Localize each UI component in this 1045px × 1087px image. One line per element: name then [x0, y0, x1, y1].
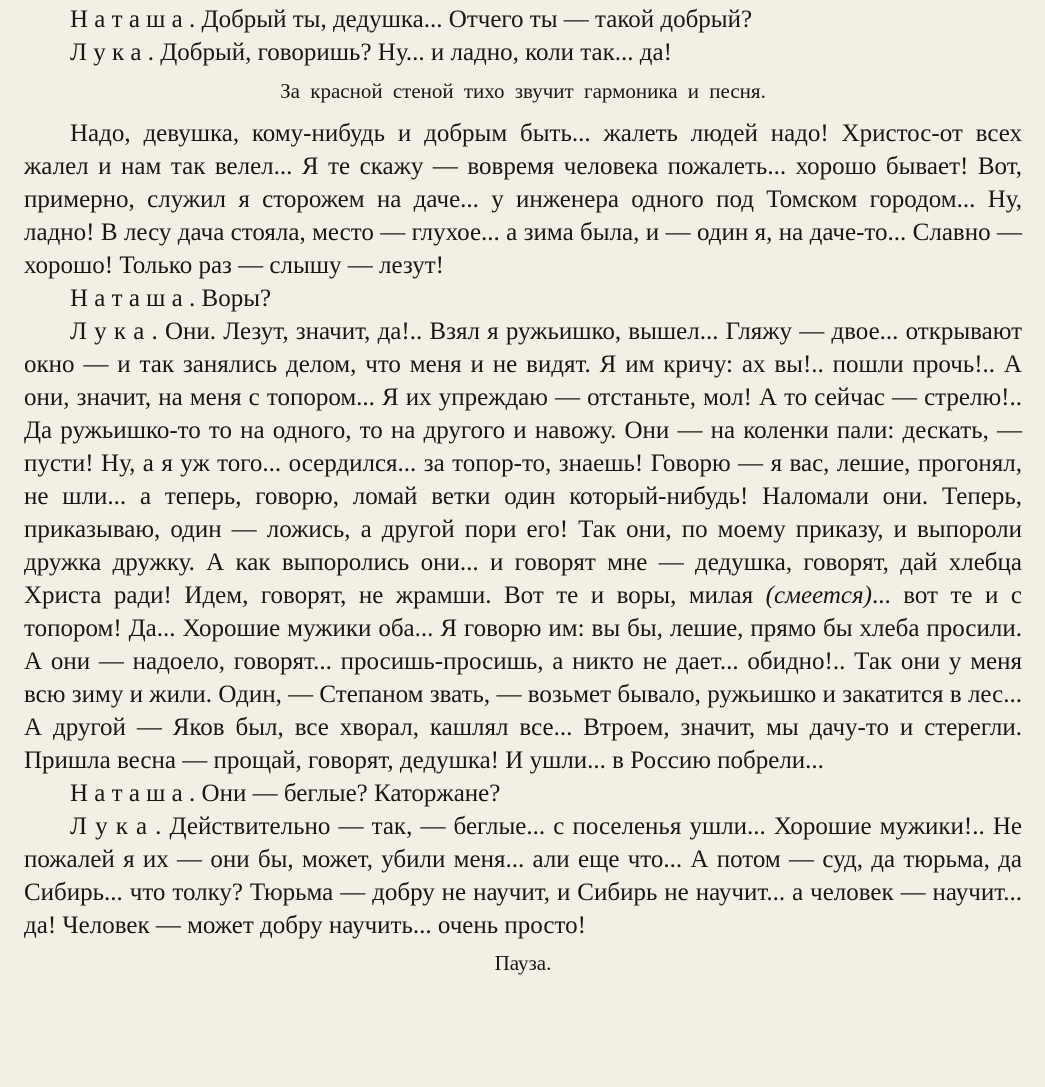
dialogue-text: Добрый, говоришь? Ну... и ладно, коли так... да! — [160, 39, 672, 66]
dialogue-luka-1 — [24, 36, 1022, 69]
dialogue-natasha-2 — [24, 282, 1022, 315]
dialogue-luka-2 — [24, 315, 1022, 777]
stage-remark-inline: (смеется) — [765, 582, 872, 609]
dialogue-text-after-italic: ... вот те и с топором! Да... Хорошие мужики оба... Я говорю им: вы бы, лешие, прямо бы хлеба просили. А они — надоело, говорят... просишь-просишь, а никто не дает... обидно!.. Так они у меня всю зиму и жили. Один, — Степаном звать, — возьмет бывало, ружьишко и закатится в лес... А другой — Яков был, все хворал, кашлял все... Втроем, значит, мы дачу-то и стерегли. Пришла весна — прощай, говорят, дедушка! И ушли... в Россию побрели... — [24, 582, 1022, 774]
dialogue-natasha-3 — [24, 777, 1022, 810]
speaker-name-natasha: Н а т а ш а . — [70, 285, 196, 312]
luka-monologue: Надо, девушка, кому-нибудь и добрым быть... жалеть людей надо! Христос-от всех жалел и нам так велел... Я те скажу — вовремя человека пожалеть... хорошо бывает! Вот, примерно, служил я сторожем на даче... у инженера одного под Томском городом... Ну, ладно! В лесу дача стояла, место — глухое... а зима была, и — один я, на даче-то... Славно — хорошо! Только раз — слышу — лезут! — [24, 120, 1022, 279]
dialogue-text: Добрый ты, дедушка... Отчего ты — такой добрый? — [201, 6, 753, 33]
dialogue-text: Действительно — так, — беглые... с поселенья ушли... Хорошие мужики!.. Не пожалей я их — они бы, может, убили меня... али еще что... А потом — суд, да тюрьма, да Сибирь... что толку? Тюрьма — добру не научит, и Сибирь не научит... а человек — научит... да! Человек — может добру научить... очень просто! — [24, 813, 1023, 939]
speaker-name-luka: Л у к а . — [70, 39, 154, 66]
dialogue-natasha-1 — [24, 3, 1022, 36]
stage-direction: За красной стеной тихо звучит гармоника и песня. — [280, 79, 766, 103]
dialogue-text: Воры? — [201, 285, 272, 312]
pause-note: Пауза. — [494, 951, 552, 975]
speaker-name-natasha: Н а т а ш а . — [70, 780, 196, 807]
speaker-name-luka: Л у к а . — [70, 318, 158, 345]
speaker-name-natasha: Н а т а ш а . — [70, 6, 196, 33]
dialogue-text: Они — беглые? Каторжане? — [201, 780, 501, 807]
dialogue-text-before-italic: Они. Лезут, значит, да!.. Взял я ружьишко, вышел... Гляжу — двое... открывают окно — и так занялись делом, что меня и не видят. Я им кричу: ах вы!.. пошли прочь!.. А они, значит, на меня с топором... Я их упреждаю — отстаньте, мол! А то сейчас — стрелю!.. Да ружьишко-то то на одного, то на другого и навожу. Они — на коленки пали: дескать, — пусти! Ну, а я уж того... осердился... за топор-то, знаешь! Говорю — я вас, лешие, прогонял, не шли... а теперь, говорю, ломай ветки один который-нибудь! Наломали они. Теперь, приказываю, один — ложись, а другой пори его! Так они, по моему приказу, и выпороли дружка дружку. А как выпоролись они... и говорят мне — дедушка, говорят, дай хлебца Христа ради! Идем, говорят, не жрамши. Вот те и воры, милая — [24, 318, 1022, 609]
speaker-name-luka: Л у к а . — [70, 813, 162, 840]
dialogue-luka-3 — [24, 810, 1022, 942]
